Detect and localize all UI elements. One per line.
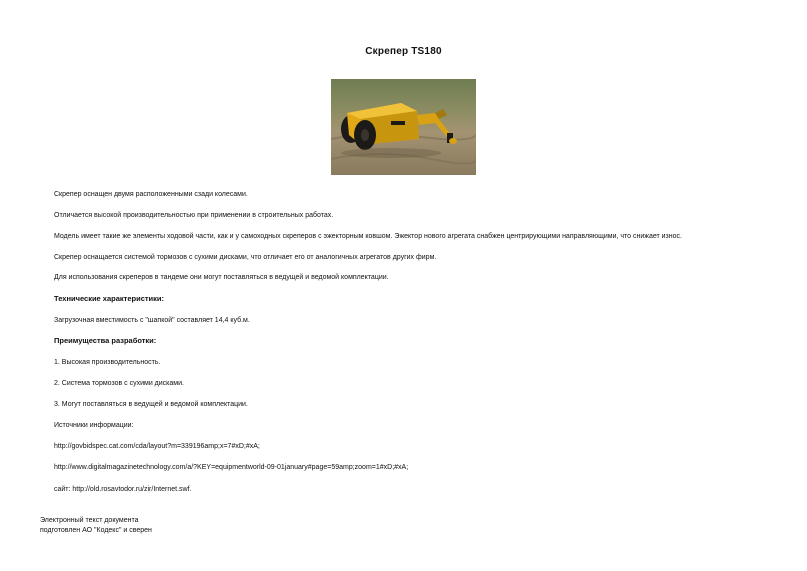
- document-title: Скрепер TS180: [365, 46, 442, 57]
- paragraph: Отличается высокой производительностью при применении в строительных работах.: [54, 212, 334, 219]
- advantage-item: 2. Система тормозов с сухими дисками.: [54, 380, 184, 387]
- advantages-heading: Преимущества разработки:: [54, 336, 157, 345]
- advantage-item: 3. Могут поставляться в ведущей и ведомой комплектации.: [54, 401, 248, 408]
- source-link[interactable]: http://www.digitalmagazinetechnology.com/a/?KEY=equipmentworld-09-01january#page=59amp;zoom=1#xD;#xA;: [54, 464, 409, 471]
- paragraph: Модель имеет такие же элементы ходовой части, как и у самоходных скреперов с эжекторным ковшом. Эжектор нового агрегата снабжен центрирующими направляющими, что снижает износ.: [54, 233, 682, 240]
- footer-line: подготовлен АО "Кодекс" и сверен: [40, 527, 152, 534]
- sources-heading: Источники информации:: [54, 422, 134, 429]
- specs-heading: Технические характеристики:: [54, 294, 165, 303]
- paragraph: Скрепер оснащен двумя расположенными сзади колесами.: [54, 191, 248, 198]
- scraper-photo: [331, 79, 476, 175]
- source-link[interactable]: сайт: http://old.rosavtodor.ru/zir/Internet.swf.: [54, 486, 192, 493]
- paragraph: Скрепер оснащается системой тормозов с сухими дисками, что отличает его от аналогичных агрегатов других фирм.: [54, 254, 437, 261]
- footer-line: Электронный текст документа: [40, 517, 139, 524]
- spec-line: Загрузочная вместимость с "шапкой" составляет 14,4 куб.м.: [54, 317, 250, 324]
- source-link[interactable]: http://govbidspec.cat.com/cda/layout?m=339196amp;x=7#xD;#xA;: [54, 443, 260, 450]
- paragraph: Для использования скреперов в тандеме они могут поставляться в ведущей и ведомой комплектации.: [54, 274, 389, 281]
- advantage-item: 1. Высокая производительность.: [54, 359, 161, 366]
